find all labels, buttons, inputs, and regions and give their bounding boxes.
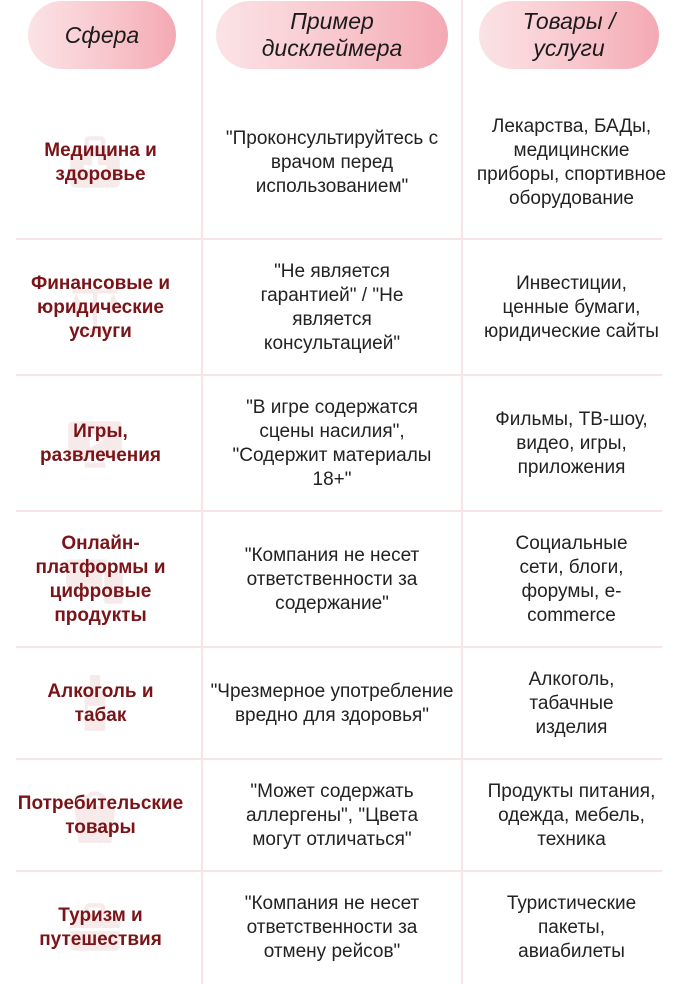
header-sphere: Сфера [28, 1, 176, 69]
header-disclaimer-example [216, 1, 448, 69]
goods-cell [463, 760, 680, 872]
disclaimer-cell [203, 240, 461, 376]
disclaimer-text: "Компания не несет ответственности за содержание" [244, 545, 420, 614]
header-goods-services [479, 1, 659, 69]
sphere-cell [0, 760, 201, 872]
sphere-label: Игры, развлечения [39, 421, 162, 466]
table-row [0, 376, 680, 512]
sphere-label: Туризм и путешествия [39, 905, 162, 950]
sphere-cell [0, 376, 201, 512]
disclaimer-cell [203, 376, 461, 512]
header-goods-label: Товары /услуги [522, 8, 616, 61]
sphere-label: Потребительские товары [17, 793, 184, 838]
disclaimer-text: "В игре содержатся сцены насилия", "Содержит материалы 18+" [232, 397, 432, 490]
header-disclaimer-label: Пример дисклеймера [261, 8, 403, 61]
table-row [0, 240, 680, 376]
sphere-cell [0, 648, 201, 760]
table-row [0, 648, 680, 760]
goods-text: Лекарства, БАДы, медицинские приборы, спортивное оборудование [476, 116, 667, 209]
sphere-label: Медицина и здоровье [44, 140, 157, 185]
disclaimer-text: "Чрезмерное употребление вредно для здоровья" [210, 681, 454, 726]
sphere-label: Алкоголь и табак [47, 681, 154, 726]
table-row [0, 86, 680, 240]
goods-text: Инвестиции, ценные бумаги, юридические сайты [484, 273, 659, 342]
goods-cell [463, 240, 680, 376]
table-row [0, 512, 680, 648]
goods-text: Фильмы, ТВ-шоу, видео, игры, приложения [495, 409, 648, 478]
disclaimer-text: "Может содержать аллергены", "Цвета могут отличаться" [245, 781, 419, 850]
table-row [0, 872, 680, 984]
disclaimer-text: "Проконсультируйтесь с врачом перед использованием" [225, 128, 439, 197]
sphere-label: Финансовые и юридические услуги [30, 273, 171, 342]
goods-cell [463, 648, 680, 760]
goods-cell [463, 512, 680, 648]
disclaimer-cell [203, 86, 461, 240]
sphere-cell [0, 86, 201, 240]
goods-text: Туристические пакеты, авиабилеты [506, 893, 637, 962]
goods-text: Алкоголь, табачные изделия [528, 669, 615, 738]
disclaimer-text: "Компания не несет ответственности за отмену рейсов" [244, 893, 420, 962]
goods-cell [463, 872, 680, 984]
sphere-label: Онлайн-платформы и цифровые продукты [35, 533, 166, 626]
disclaimer-cell [203, 872, 461, 984]
table-header [0, 0, 680, 86]
goods-text: Продукты питания, одежда, мебель, техника [487, 781, 656, 850]
table-row [0, 760, 680, 872]
goods-text: Социальные сети, блоги, форумы, e-commerce [515, 533, 628, 626]
goods-cell [463, 86, 680, 240]
disclaimer-cell [203, 760, 461, 872]
disclaimer-text: "Не является гарантией" / "Не является консультацией" [260, 261, 404, 354]
disclaimer-cell [203, 512, 461, 648]
sphere-cell [0, 872, 201, 984]
goods-cell [463, 376, 680, 512]
disclaimer-cell [203, 648, 461, 760]
sphere-cell [0, 512, 201, 648]
sphere-cell [0, 240, 201, 376]
